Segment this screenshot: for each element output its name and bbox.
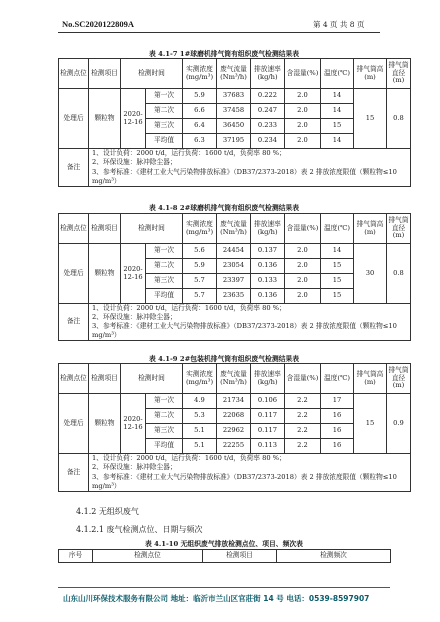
cell-rate: 0.234 — [251, 134, 285, 149]
cell-remarks — [89, 149, 411, 187]
th-point: 检测点位 — [59, 59, 89, 89]
cell-point: 处理后 — [59, 394, 89, 454]
cell-rate: 0.233 — [251, 119, 285, 134]
cell-sample-label: 第一次 — [146, 89, 183, 104]
th-flow: 废气流量(Nm³/h) — [217, 364, 251, 394]
report-number: No.SC2020122809A — [62, 19, 135, 29]
table-caption-4-1-10: 表 4.1-10 无组织废气排放检测点位、项目、频次表 — [145, 540, 303, 548]
th-point: 检测点位 — [93, 550, 203, 563]
th-serial: 序号 — [59, 550, 93, 563]
cell-flow: 22068 — [217, 409, 251, 424]
th-stack-height: 排气筒高(m) — [354, 214, 387, 244]
cell-temperature: 14 — [321, 244, 354, 259]
cell-item: 颗粒物 — [89, 244, 121, 304]
th-item: 检测项目 — [89, 59, 121, 89]
cell-item: 颗粒物 — [89, 394, 121, 454]
cell-moisture: 2.0 — [285, 274, 321, 289]
th-rate: 排放速率(kg/h) — [251, 59, 285, 89]
th-rate: 排放速率(kg/h) — [251, 214, 285, 244]
section-heading-4-1-2: 4.1.2 无组织废气 — [76, 507, 139, 516]
cell-item: 颗粒物 — [89, 89, 121, 149]
cell-date: 2020-12-16 — [121, 89, 146, 149]
cell-concentration: 5.9 — [183, 259, 217, 274]
company-footer: 山东山川环保技术服务有限公司 地址：临沂市兰山区官莊街 14 号 电话：0539-8597907 — [63, 594, 370, 603]
cell-moisture: 2.0 — [285, 244, 321, 259]
results-table-9 — [58, 363, 411, 492]
cell-point: 处理后 — [59, 89, 89, 149]
cell-concentration: 6.3 — [183, 134, 217, 149]
th-temperature: 温度(℃) — [321, 364, 354, 394]
th-item: 检测项目 — [89, 364, 121, 394]
cell-temperature: 17 — [321, 394, 354, 409]
cell-flow: 23054 — [217, 259, 251, 274]
cell-flow: 37195 — [217, 134, 251, 149]
th-time: 检测时间 — [121, 214, 183, 244]
cell-point: 处理后 — [59, 244, 89, 304]
cell-rate: 0.117 — [251, 409, 285, 424]
th-stack-diameter: 排气筒直径(m) — [387, 364, 411, 394]
cell-moisture: 2.2 — [285, 424, 321, 439]
th-time: 检测时间 — [121, 364, 183, 394]
th-item: 检测项目 — [89, 214, 121, 244]
th-stack-height: 排气筒高(m) — [354, 59, 387, 89]
th-moisture: 含湿量(%) — [285, 214, 321, 244]
cell-concentration: 5.9 — [183, 89, 217, 104]
th-point: 检测点位 — [59, 364, 89, 394]
cell-flow: 22255 — [217, 439, 251, 454]
cell-concentration: 5.1 — [183, 424, 217, 439]
remark-line: 1、设计负荷：2000 t/d，运行负荷：1600 t/d，负荷率 80 %； — [92, 149, 286, 158]
th-concentration: 实测浓度(mg/m³) — [183, 59, 217, 89]
remark-line: 2、环保设施：脉冲除尘器； — [92, 463, 177, 472]
cell-remarks — [89, 454, 411, 492]
cell-moisture: 2.2 — [285, 409, 321, 424]
cell-rate: 0.222 — [251, 89, 285, 104]
th-item: 检测项目 — [203, 550, 277, 563]
th-point: 检测点位 — [59, 214, 89, 244]
cell-stack-height: 15 — [354, 89, 387, 149]
cell-sample-label: 第三次 — [146, 424, 183, 439]
cell-sample-label: 第一次 — [146, 394, 183, 409]
cell-date: 2020-12-16 — [121, 244, 146, 304]
cell-moisture: 2.0 — [285, 289, 321, 304]
page-indicator: 第 4 页 共 8 页 — [313, 20, 365, 29]
cell-temperature: 14 — [321, 104, 354, 119]
cell-flow: 22962 — [217, 424, 251, 439]
cell-stack-diameter: 0.9 — [387, 394, 411, 454]
cell-concentration: 5.7 — [183, 289, 217, 304]
cell-stack-diameter: 0.8 — [387, 89, 411, 149]
th-frequency: 检测频次 — [277, 550, 391, 563]
th-moisture: 含湿量(%) — [285, 364, 321, 394]
cell-flow: 23635 — [217, 289, 251, 304]
cell-remark-label: 备注 — [59, 149, 89, 187]
cell-rate: 0.136 — [251, 259, 285, 274]
cell-temperature: 15 — [321, 274, 354, 289]
table-4-1-10 — [58, 549, 391, 563]
cell-stack-height: 15 — [354, 394, 387, 454]
cell-concentration: 6.6 — [183, 104, 217, 119]
cell-concentration: 6.4 — [183, 119, 217, 134]
cell-sample-label: 第二次 — [146, 409, 183, 424]
cell-concentration: 5.6 — [183, 244, 217, 259]
cell-temperature: 14 — [321, 89, 354, 104]
cell-sample-label: 第二次 — [146, 259, 183, 274]
table-caption-7: 表 4.1-7 1#球磨机排气筒有组织废气检测结果表 — [148, 50, 300, 58]
cell-sample-label: 平均值 — [146, 134, 183, 149]
cell-moisture: 2.2 — [285, 394, 321, 409]
cell-remark-label: 备注 — [59, 304, 89, 341]
th-temperature: 温度(℃) — [321, 59, 354, 89]
cell-temperature: 16 — [321, 424, 354, 439]
cell-moisture: 2.0 — [285, 89, 321, 104]
cell-concentration: 4.9 — [183, 394, 217, 409]
cell-flow: 37683 — [217, 89, 251, 104]
cell-temperature: 14 — [321, 134, 354, 149]
cell-rate: 0.113 — [251, 439, 285, 454]
cell-moisture: 2.0 — [285, 134, 321, 149]
cell-flow: 24454 — [217, 244, 251, 259]
cell-moisture: 2.0 — [285, 119, 321, 134]
cell-moisture: 2.0 — [285, 104, 321, 119]
cell-temperature: 15 — [321, 259, 354, 274]
cell-concentration: 5.1 — [183, 439, 217, 454]
remark-line: 3、参考标准：《建材工业大气污染物排放标准》（DB37/2373-2018）表 2 排放浓度限值（颗粒物≤10 mg/m³） — [92, 322, 397, 340]
th-flow: 废气流量(Nm³/h) — [217, 214, 251, 244]
table-caption-8: 表 4.1-8 2#球磨机排气筒有组织废气检测结果表 — [148, 204, 300, 212]
remark-line: 2、环保设施：脉冲除尘器； — [92, 158, 177, 167]
remark-line: 3、参考标准：《建材工业大气污染物排放标准》（DB37/2373-2018）表 2 排放浓度限值（颗粒物≤10 mg/m³） — [92, 167, 397, 185]
header-divider — [58, 32, 380, 33]
th-concentration: 实测浓度(mg/m³) — [183, 364, 217, 394]
cell-sample-label: 第二次 — [146, 104, 183, 119]
cell-remark-label: 备注 — [59, 454, 89, 492]
cell-concentration: 5.7 — [183, 274, 217, 289]
cell-rate: 0.106 — [251, 394, 285, 409]
cell-flow: 37458 — [217, 104, 251, 119]
th-stack-diameter: 排气筒直径(m) — [387, 59, 411, 89]
cell-sample-label: 平均值 — [146, 289, 183, 304]
th-stack-height: 排气筒高(m) — [354, 364, 387, 394]
cell-moisture: 2.2 — [285, 439, 321, 454]
remark-line: 1、设计负荷：2000 t/d，运行负荷：1600 t/d，负荷率 80 %； — [92, 304, 286, 312]
section-heading-4-1-2-1: 4.1.2.1 废气检测点位、日期与频次 — [76, 525, 203, 534]
cell-temperature: 15 — [321, 289, 354, 304]
cell-stack-height: 30 — [354, 244, 387, 304]
cell-sample-label: 平均值 — [146, 439, 183, 454]
cell-flow: 21734 — [217, 394, 251, 409]
footer-divider — [58, 587, 390, 588]
cell-sample-label: 第三次 — [146, 274, 183, 289]
remark-line: 3、参考标准：《建材工业大气污染物排放标准》（DB37/2373-2018）表 2 排放浓度限值（颗粒物≤10 mg/m³） — [92, 472, 397, 490]
cell-temperature: 16 — [321, 439, 354, 454]
remark-line: 1、设计负荷：2000 t/d，运行负荷：1600 t/d，负荷率 80 %； — [92, 454, 286, 463]
cell-flow: 36450 — [217, 119, 251, 134]
remark-line: 2、环保设施：脉冲除尘器； — [92, 313, 177, 322]
table-caption-9: 表 4.1-9 2#包装机排气筒有组织废气检测结果表 — [148, 355, 300, 363]
cell-sample-label: 第一次 — [146, 244, 183, 259]
cell-temperature: 16 — [321, 409, 354, 424]
cell-moisture: 2.0 — [285, 259, 321, 274]
th-rate: 排放速率(kg/h) — [251, 364, 285, 394]
cell-remarks — [89, 304, 411, 341]
cell-rate: 0.137 — [251, 244, 285, 259]
cell-temperature: 15 — [321, 119, 354, 134]
cell-rate: 0.247 — [251, 104, 285, 119]
results-table-8 — [58, 213, 411, 341]
cell-concentration: 5.3 — [183, 409, 217, 424]
cell-rate: 0.133 — [251, 274, 285, 289]
th-stack-diameter: 排气筒直径(m) — [387, 214, 411, 244]
cell-stack-diameter: 0.8 — [387, 244, 411, 304]
th-concentration: 实测浓度(mg/m³) — [183, 214, 217, 244]
cell-date: 2020-12-16 — [121, 394, 146, 454]
cell-rate: 0.136 — [251, 289, 285, 304]
results-table-7 — [58, 58, 411, 187]
th-moisture: 含湿量(%) — [285, 59, 321, 89]
cell-sample-label: 第三次 — [146, 119, 183, 134]
cell-rate: 0.117 — [251, 424, 285, 439]
cell-flow: 23397 — [217, 274, 251, 289]
th-time: 检测时间 — [121, 59, 183, 89]
th-flow: 废气流量(Nm³/h) — [217, 59, 251, 89]
th-temperature: 温度(℃) — [321, 214, 354, 244]
